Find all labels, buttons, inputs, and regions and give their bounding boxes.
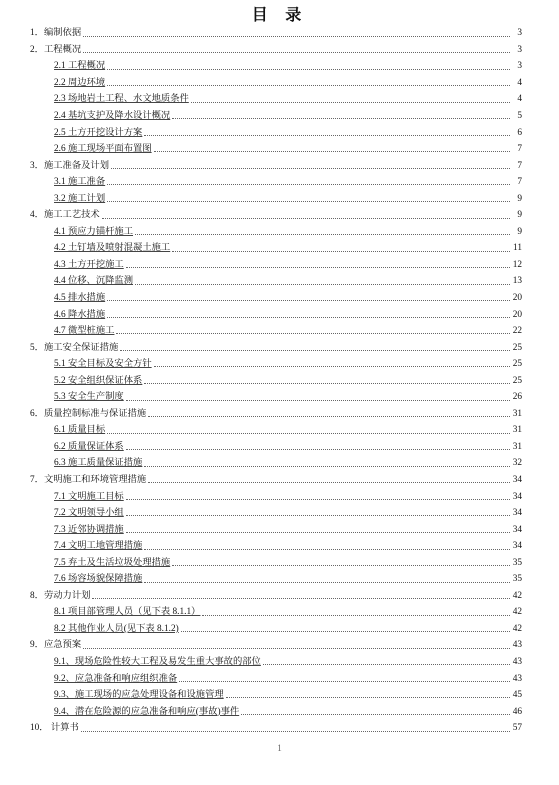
toc-entry-page: 7	[517, 177, 522, 188]
toc-entry-page: 26	[512, 392, 522, 403]
toc-entry-label: 9.4、潜在危险源的应急准备和响应(事故)事件	[54, 706, 240, 717]
toc-entry-page: 9	[517, 210, 522, 221]
dot-leader	[83, 52, 510, 53]
dot-leader	[226, 697, 510, 698]
toc-entry-page: 5	[517, 110, 522, 121]
toc-subsection-entry[interactable]	[28, 436, 522, 453]
toc-entry-label: 4.4 位移、沉降监测	[54, 276, 134, 287]
toc-entry-label: 7.2 文明领导小组	[54, 508, 124, 519]
toc-entry-label: 7.3 近邻协调措施	[54, 524, 124, 535]
toc-section-entry[interactable]	[28, 204, 522, 221]
table-of-contents	[28, 22, 522, 734]
toc-section-entry[interactable]	[28, 39, 522, 56]
dot-leader	[144, 549, 510, 550]
dot-leader	[126, 400, 510, 401]
toc-entry-label: 7.4 文明工地管理措施	[54, 541, 143, 552]
toc-entry-label: 2.6 施工现场平面布置图	[54, 144, 152, 155]
dot-leader	[144, 466, 510, 467]
toc-entry-label: 3．施工准备及计划	[30, 160, 110, 171]
toc-section-entry[interactable]	[28, 717, 522, 734]
toc-subsection-entry[interactable]	[28, 684, 522, 701]
dot-leader	[126, 267, 510, 268]
toc-entry-label: 2.5 土方开挖设计方案	[54, 127, 143, 138]
toc-entry-label: 5.3 安全生产制度	[54, 392, 124, 403]
toc-subsection-entry[interactable]	[28, 171, 522, 188]
toc-subsection-entry[interactable]	[28, 452, 522, 469]
toc-entry-page: 46	[512, 706, 522, 717]
toc-subsection-entry[interactable]	[28, 535, 522, 552]
toc-subsection-entry[interactable]	[28, 369, 522, 386]
dot-leader	[172, 251, 510, 252]
toc-subsection-entry[interactable]	[28, 187, 522, 204]
toc-entry-label: 4．施工工艺技术	[30, 210, 100, 221]
toc-entry-label: 4.5 排水措施	[54, 293, 106, 303]
dot-leader	[172, 118, 510, 119]
toc-subsection-entry[interactable]	[28, 601, 522, 618]
toc-entry-page: 13	[512, 276, 522, 287]
toc-entry-page: 12	[512, 259, 522, 270]
toc-entry-label: 4.1 预应力锚杆施工	[54, 226, 134, 237]
toc-subsection-entry[interactable]	[28, 88, 522, 105]
toc-entry-page: 4	[517, 94, 522, 105]
toc-entry-label: 9.3、施工现场的应急处理设备和设施管理	[54, 690, 224, 701]
toc-entry-label: 6.3 施工质量保证措施	[54, 458, 143, 469]
dot-leader	[107, 85, 510, 86]
toc-subsection-entry[interactable]	[28, 303, 522, 320]
toc-entry-page: 34	[512, 524, 522, 535]
dot-leader	[202, 615, 510, 616]
toc-entry-label: 4.3 土方开挖施工	[54, 259, 124, 270]
toc-entry-page: 25	[512, 359, 522, 370]
toc-entry-label: 6．质量控制标准与保证措施	[30, 408, 147, 419]
toc-section-entry[interactable]	[28, 336, 522, 353]
toc-entry-page: 6	[517, 127, 522, 138]
toc-entry-page: 3	[517, 61, 522, 72]
toc-section-entry[interactable]	[28, 154, 522, 171]
toc-subsection-entry[interactable]	[28, 270, 522, 287]
toc-entry-label: 2.4 基坑支护及降水设计概况	[54, 110, 171, 121]
toc-entry-label: 8.1 项目部管理人员（见下表 8.1.1）	[54, 607, 201, 618]
toc-section-entry[interactable]	[28, 403, 522, 420]
toc-entry-label: 9.1、现场危险性较大工程及易发生重大事故的部位	[54, 657, 261, 668]
toc-entry-label: 5.1 安全目标及安全方针	[54, 359, 152, 370]
toc-entry-label: 9．应急预案	[30, 640, 82, 651]
dot-leader	[154, 366, 510, 367]
toc-entry-label: 6.2 质量保证体系	[54, 441, 124, 452]
toc-entry-page: 7	[517, 144, 522, 155]
toc-subsection-entry[interactable]	[28, 518, 522, 535]
dot-leader	[191, 102, 510, 103]
dot-leader	[148, 416, 510, 417]
dot-leader	[120, 350, 510, 351]
toc-entry-page: 20	[512, 309, 522, 320]
dot-leader	[154, 151, 510, 152]
toc-entry-page: 45	[512, 690, 522, 701]
toc-entry-label: 4.7 微型桩施工	[54, 326, 115, 337]
dot-leader	[144, 582, 510, 583]
toc-subsection-entry[interactable]	[28, 618, 522, 635]
toc-section-entry[interactable]	[28, 469, 522, 486]
toc-entry-page: 7	[517, 160, 522, 171]
dot-leader	[126, 499, 510, 500]
dot-leader	[126, 449, 510, 450]
toc-entry-page: 42	[512, 590, 522, 601]
dot-leader	[107, 433, 510, 434]
toc-entry-label: 7.5 弃土及生活垃圾处理措施	[54, 557, 171, 568]
dot-leader	[81, 731, 510, 732]
dot-leader	[116, 333, 510, 334]
toc-entry-label: 2.2 周边环境	[54, 77, 106, 88]
toc-section-entry[interactable]	[28, 634, 522, 651]
toc-entry-page: 31	[512, 441, 522, 452]
toc-entry-page: 9	[517, 193, 522, 204]
toc-entry-page: 43	[512, 657, 522, 668]
toc-entry-label: 7.6 场容场貌保障措施	[54, 574, 143, 585]
toc-subsection-entry[interactable]	[28, 138, 522, 155]
toc-subsection-entry[interactable]	[28, 485, 522, 502]
toc-entry-page: 57	[512, 723, 522, 734]
toc-subsection-entry[interactable]	[28, 221, 522, 238]
toc-entry-page: 42	[512, 623, 522, 634]
toc-entry-label: 6.1 质量目标	[54, 425, 106, 436]
toc-subsection-entry[interactable]	[28, 419, 522, 436]
toc-entry-page: 34	[512, 508, 522, 519]
toc-subsection-entry[interactable]	[28, 386, 522, 403]
toc-subsection-entry[interactable]	[28, 254, 522, 271]
toc-entry-label: 2.3 场地岩土工程、水文地质条件	[54, 94, 189, 105]
dot-leader	[135, 234, 510, 235]
toc-entry-page: 31	[512, 408, 522, 419]
toc-entry-label: 8．劳动力计划	[30, 590, 91, 601]
dot-leader	[92, 598, 510, 599]
toc-entry-label: 7．文明施工和环境管理措施	[30, 475, 147, 486]
dot-leader	[126, 532, 510, 533]
toc-entry-page: 34	[512, 491, 522, 502]
toc-subsection-entry[interactable]	[28, 320, 522, 337]
dot-leader	[179, 681, 510, 682]
dot-leader	[107, 69, 510, 70]
toc-subsection-entry[interactable]	[28, 651, 522, 668]
dot-leader	[135, 284, 510, 285]
toc-entry-label: 3.1 施工准备	[54, 177, 106, 188]
toc-subsection-entry[interactable]	[28, 353, 522, 370]
toc-entry-page: 35	[512, 574, 522, 585]
toc-subsection-entry[interactable]	[28, 72, 522, 89]
toc-entry-page: 9	[517, 226, 522, 237]
toc-entry-page: 42	[512, 607, 522, 618]
toc-subsection-entry[interactable]	[28, 568, 522, 585]
toc-entry-page: 43	[512, 640, 522, 651]
toc-entry-label: 3.2 施工计划	[54, 193, 106, 204]
dot-leader	[263, 664, 510, 665]
dot-leader	[107, 201, 510, 202]
toc-entry-page: 3	[517, 28, 522, 39]
toc-entry-label: 2．工程概况	[30, 44, 82, 55]
toc-entry-page: 43	[512, 673, 522, 684]
toc-entry-label: 4.6 降水措施	[54, 309, 106, 320]
toc-section-entry[interactable]	[28, 585, 522, 602]
dot-leader	[241, 714, 510, 715]
toc-subsection-entry[interactable]	[28, 667, 522, 684]
toc-entry-page: 25	[512, 375, 522, 386]
toc-entry-label: 1．编制依据	[30, 28, 82, 39]
toc-entry-page: 34	[512, 475, 522, 486]
toc-subsection-entry[interactable]	[28, 55, 522, 72]
dot-leader	[83, 36, 510, 37]
toc-entry-label: 7.1 文明施工目标	[54, 491, 124, 502]
dot-leader	[107, 184, 510, 185]
toc-entry-page: 25	[512, 342, 522, 353]
dot-leader	[172, 565, 510, 566]
dot-leader	[107, 317, 510, 318]
toc-entry-page: 35	[512, 557, 522, 568]
toc-entry-page: 34	[512, 541, 522, 552]
toc-entry-page: 3	[517, 44, 522, 55]
toc-entry-label: 4.2 土钉墙及喷射混凝土施工	[54, 243, 171, 254]
toc-subsection-entry[interactable]	[28, 237, 522, 254]
dot-leader	[181, 631, 510, 632]
dot-leader	[83, 648, 510, 649]
page-title: 目 录	[251, 5, 308, 24]
toc-entry-page: 31	[512, 425, 522, 436]
toc-subsection-entry[interactable]	[28, 121, 522, 138]
toc-entry-page: 32	[512, 458, 522, 469]
toc-entry-page: 4	[517, 77, 522, 88]
toc-entry-label: 5．施工安全保证措施	[30, 342, 119, 353]
toc-subsection-entry[interactable]	[28, 105, 522, 122]
dot-leader	[111, 168, 510, 169]
toc-subsection-entry[interactable]	[28, 287, 522, 304]
toc-entry-page: 11	[513, 243, 522, 254]
toc-entry-label: 8.2 其他作业人员(见下表 8.1.2)	[54, 623, 179, 634]
toc-subsection-entry[interactable]	[28, 700, 522, 717]
toc-entry-label: 9.2、应急准备和响应组织准备	[54, 673, 178, 684]
dot-leader	[107, 300, 510, 301]
dot-leader	[102, 218, 510, 219]
toc-subsection-entry[interactable]	[28, 552, 522, 569]
toc-section-entry[interactable]	[28, 22, 522, 39]
toc-entry-page: 22	[512, 326, 522, 337]
dot-leader	[148, 482, 510, 483]
page-number: 1	[277, 743, 282, 753]
dot-leader	[126, 515, 510, 516]
dot-leader	[144, 135, 510, 136]
dot-leader	[144, 383, 510, 384]
toc-entry-label: 2.1 工程概况	[54, 61, 106, 72]
toc-entry-page: 20	[512, 293, 522, 303]
toc-entry-label: 5.2 安全组织保证体系	[54, 375, 143, 386]
toc-subsection-entry[interactable]	[28, 502, 522, 519]
toc-entry-label: 10． 计算书	[30, 723, 79, 734]
